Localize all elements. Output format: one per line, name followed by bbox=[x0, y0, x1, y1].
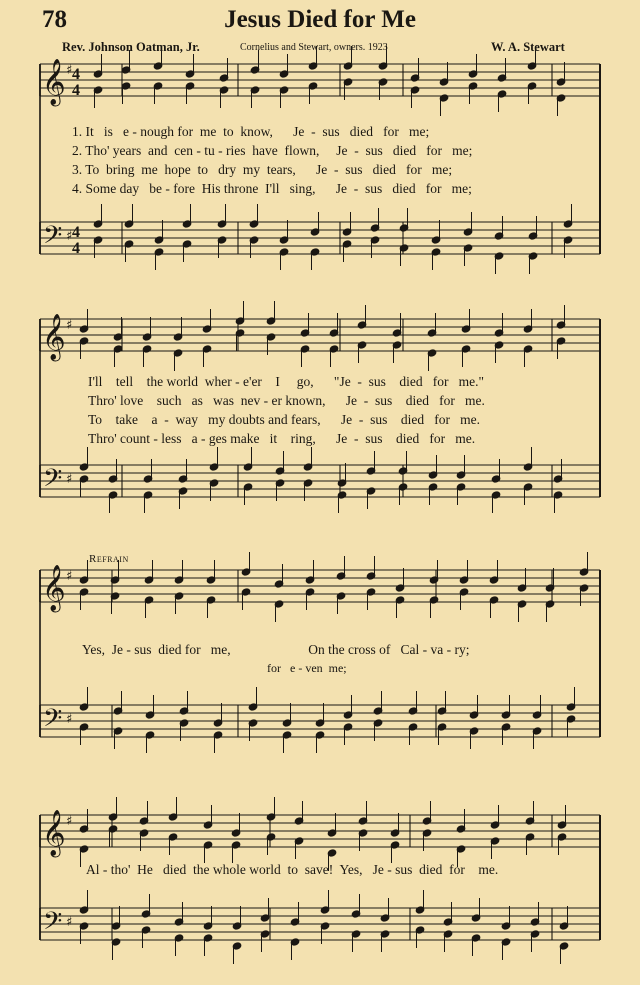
svg-text:4: 4 bbox=[72, 240, 80, 257]
svg-text:♯: ♯ bbox=[66, 569, 73, 584]
hymn-title: Jesus Died for Me bbox=[224, 6, 416, 33]
svg-text:𝄢: 𝄢 bbox=[43, 907, 63, 942]
svg-text:♯: ♯ bbox=[66, 229, 73, 244]
verse-2-line-1: 2. Tho' years and cen - tu - ries have flown, Je - sus died for me; bbox=[72, 143, 473, 158]
svg-text:♯: ♯ bbox=[66, 472, 73, 487]
copyright-notice: Cornelius and Stewart, owners. 1923 bbox=[240, 42, 388, 53]
svg-text:♯: ♯ bbox=[66, 915, 73, 930]
svg-text:4: 4 bbox=[72, 224, 80, 241]
svg-text:𝄢: 𝄢 bbox=[43, 464, 63, 499]
svg-text:𝄞: 𝄞 bbox=[42, 314, 66, 360]
verse-2-line-2: Thro' love such as was nev - er known, Je - sus died for me. bbox=[88, 393, 485, 408]
refrain-line-1: Yes, Je - sus died for me, On the cross of Cal - va - ry; bbox=[82, 642, 470, 657]
svg-text:4: 4 bbox=[72, 82, 80, 99]
svg-text:𝄢: 𝄢 bbox=[43, 221, 63, 256]
refrain-line-1-sub: for e - ven me; bbox=[267, 661, 347, 675]
svg-text:♯: ♯ bbox=[66, 63, 73, 78]
hymn-number: 78 bbox=[42, 6, 67, 33]
verse-3-line-2: To take a - way my doubts and fears, Je - sus died for me. bbox=[88, 412, 480, 427]
svg-text:𝄞: 𝄞 bbox=[42, 810, 66, 856]
svg-text:♯: ♯ bbox=[66, 814, 73, 829]
svg-text:4: 4 bbox=[72, 66, 80, 83]
verse-1-line-2: I'll tell the world wher - e'er I go, "Je - sus died for me." bbox=[88, 374, 485, 389]
verse-1-line-1: 1. It is e - nough for me to know, Je - sus died for me; bbox=[72, 124, 430, 139]
svg-text:♯: ♯ bbox=[66, 712, 73, 727]
svg-text:𝄢: 𝄢 bbox=[43, 704, 63, 739]
svg-text:𝄞: 𝄞 bbox=[42, 59, 66, 105]
author-credit: Rev. Johnson Oatman, Jr. bbox=[62, 40, 200, 54]
verse-3-line-1: 3. To bring me hope to dry my tears, Je - sus died for me; bbox=[72, 162, 453, 177]
composer-credit: W. A. Stewart bbox=[491, 40, 565, 54]
refrain-line-2: Al - tho' He died the whole world to save! Yes, Je - sus died for me. bbox=[86, 862, 499, 877]
refrain-label: Refrain bbox=[89, 553, 129, 565]
verse-4-line-2: Thro' count - less a - ges make it ring, Je - sus died for me. bbox=[88, 431, 476, 446]
verse-4-line-1: 4. Some day be - fore His throne I'll sing, Je - sus died for me; bbox=[72, 181, 472, 196]
svg-text:𝄞: 𝄞 bbox=[42, 565, 66, 611]
svg-text:♯: ♯ bbox=[66, 318, 73, 333]
